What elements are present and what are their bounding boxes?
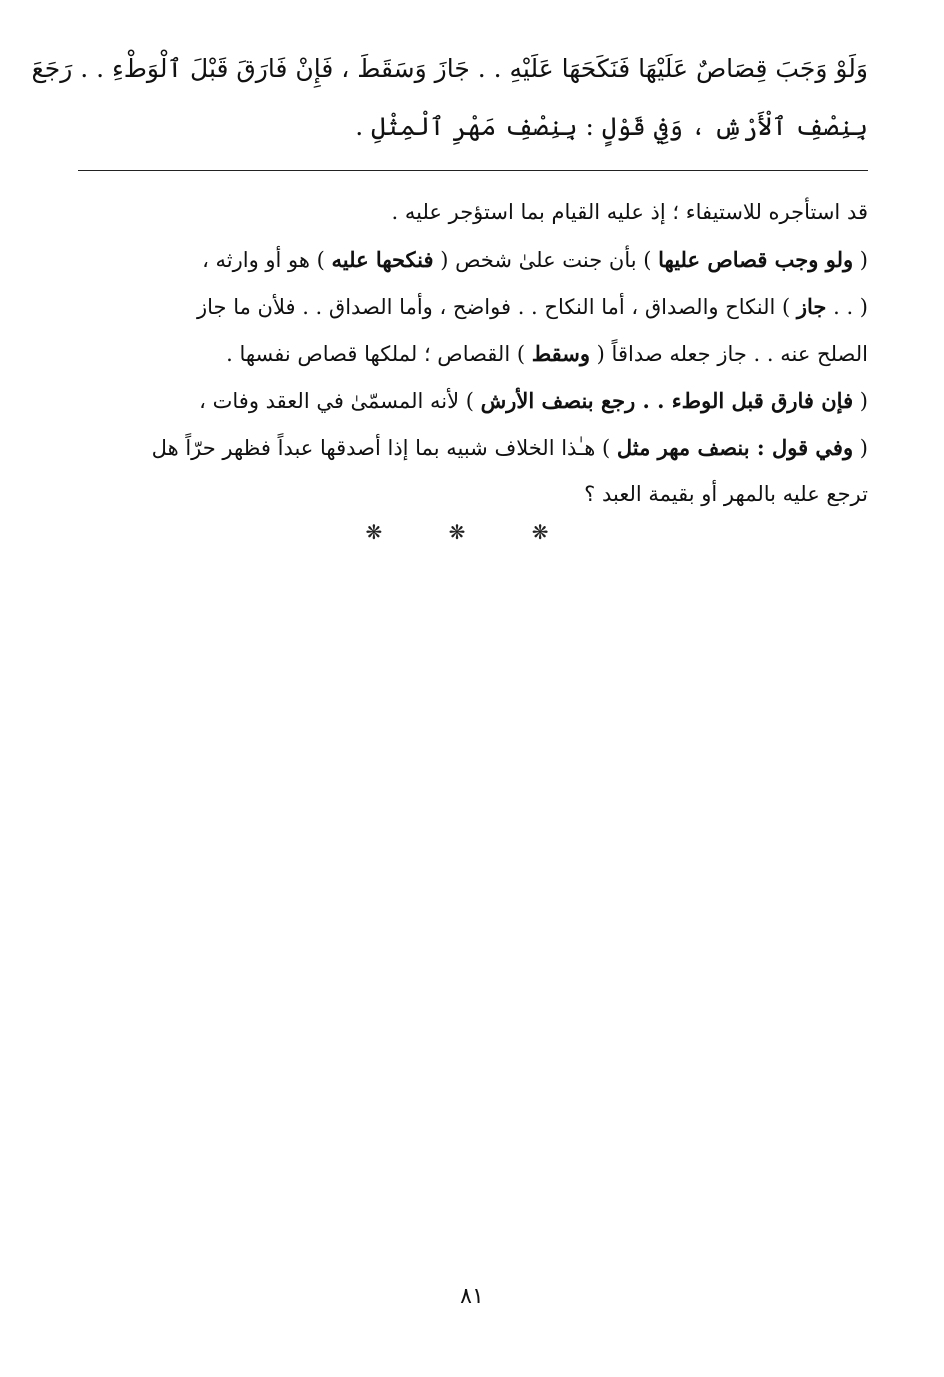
commentary-text: ) هـٰذا الخلاف شبيه بما إذا أصدقها عبداً فظهر حرّاً هل: [151, 436, 617, 460]
commentary-line-6: [78, 425, 868, 471]
commentary-text: (: [853, 389, 868, 413]
commentary-line-2: [78, 237, 868, 283]
commentary-text: ) النكاح والصداق ، أما النكاح . . فواضح ، وأما الصداق . . فلأن ما جاز: [197, 295, 797, 319]
quoted-matn: فنكحها عليه: [331, 247, 434, 272]
section-divider: [78, 170, 868, 171]
commentary-text: ) القصاص ؛ لملكها قصاص نفسها .: [226, 342, 532, 366]
quoted-matn: وسقط: [531, 341, 590, 366]
quoted-matn: ولو وجب قصاص عليها: [658, 247, 854, 272]
commentary-text: (: [853, 436, 868, 460]
page-number: ٨١: [460, 1284, 484, 1309]
commentary-text: ( . .: [826, 295, 868, 319]
commentary-text: (: [853, 248, 868, 272]
commentary-text: ) هو أو وارثه ،: [202, 248, 332, 272]
commentary-text: الصلح عنه . . جاز جعله صداقاً (: [590, 342, 868, 366]
commentary-text: قد استأجره للاستيفاء ؛ إذ عليه القيام بما استؤجر عليه .: [391, 200, 868, 224]
commentary-line-1: [78, 190, 868, 235]
quoted-matn: وفي قول : بنصف مهر مثل: [616, 435, 854, 460]
matn-text-line-1: وَلَوْ وَجَبَ قِصَاصٌ عَلَيْهَا فَنَكَحَهَا عَلَيْهِ . . جَازَ وَسَقَطَ ، فَإِنْ فَارَقَ قَبْلَ ٱلْوَطْءِ . . رَجَعَ: [31, 54, 868, 83]
commentary-line-3: [78, 284, 868, 330]
quoted-matn: فإن فارق قبل الوطء . . رجع بنصف الأرش: [480, 388, 854, 413]
commentary-line-7: [78, 472, 868, 517]
quoted-matn: جاز: [796, 294, 827, 319]
commentary-text: ) بأن جنت علىٰ شخص (: [433, 248, 659, 272]
commentary-line-4: [78, 331, 868, 377]
commentary-text: ) لأنه المسمّىٰ في العقد وفات ،: [199, 389, 481, 413]
commentary-line-5: [78, 378, 868, 424]
commentary-text: ترجع عليه بالمهر أو بقيمة العبد ؟: [584, 482, 868, 506]
section-end-ornament: ❋ ❋ ❋: [365, 520, 579, 544]
matn-text-line-2: بِنِصْفِ ٱلْأَرْشِ ، وَفِي قَوْلٍ : بِنِصْفِ مَهْرِ ٱلْمِثْلِ .: [355, 112, 868, 141]
